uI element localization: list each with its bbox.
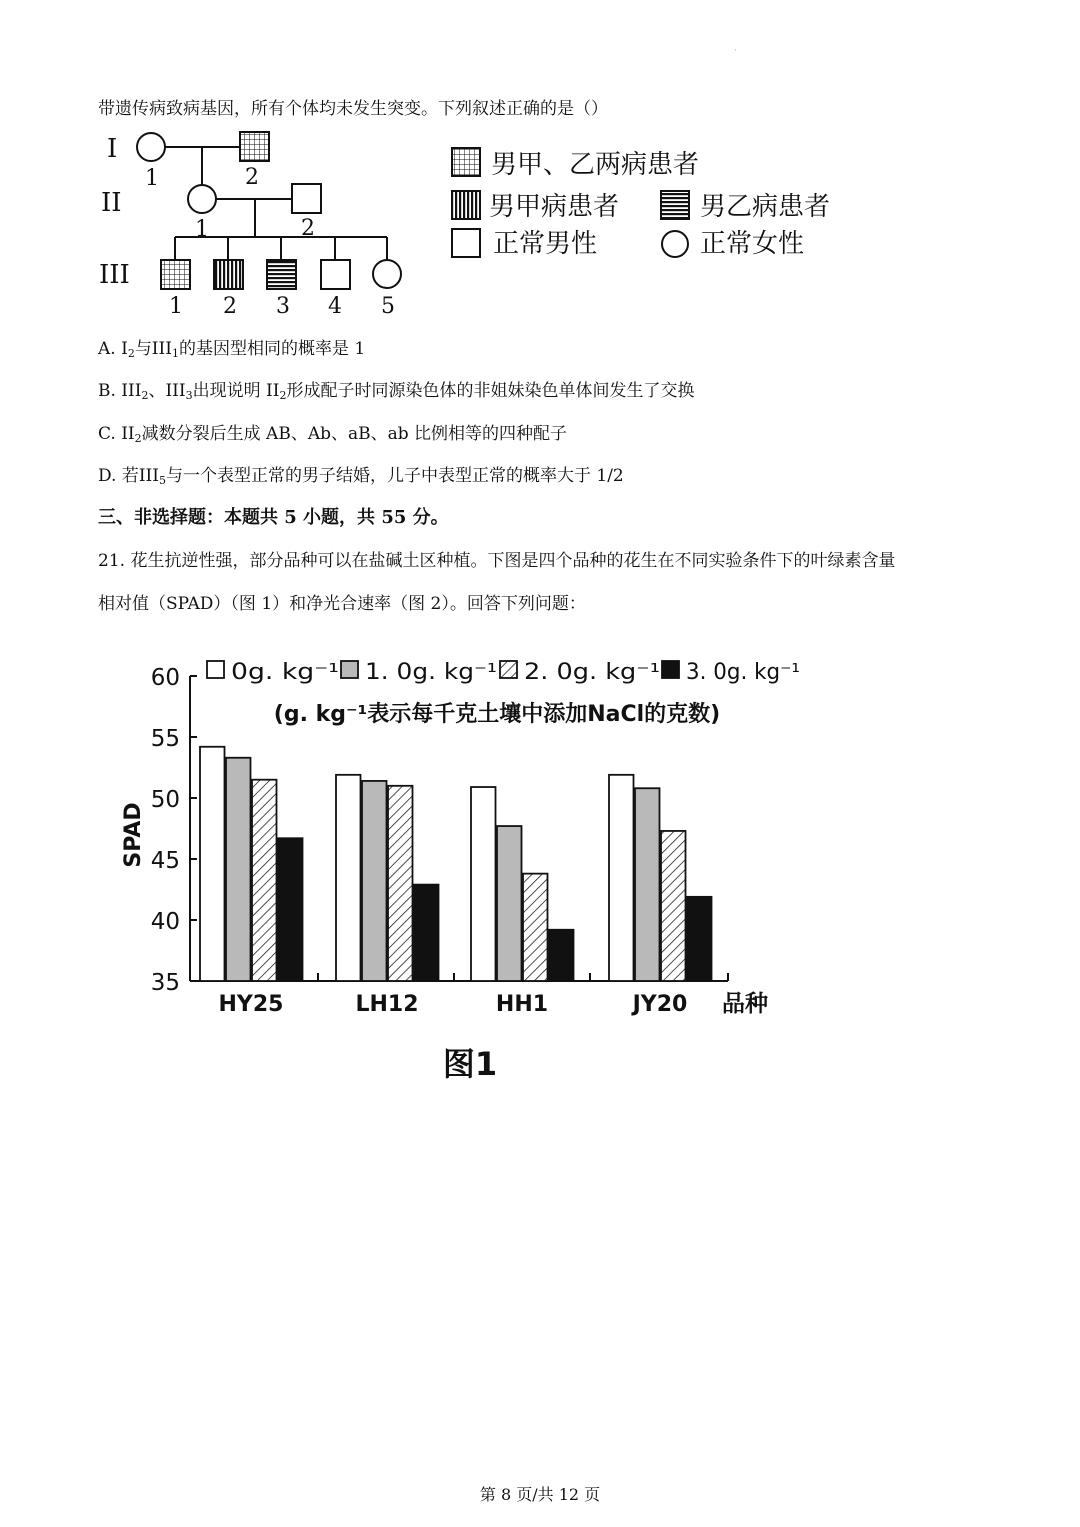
x-tick-label: HH1 — [495, 992, 549, 1017]
option-d: D. 若$III_5$与一个表型正常的男子结婚，儿子中表型正常的概率大于 1/2 — [98, 466, 624, 487]
option-c: C. $II_2$减数分裂后生成 AB、Ab、aB、ab 比例相等的四种配子 — [98, 424, 568, 445]
gen2-female-1 — [188, 185, 216, 213]
bar-HY25-2 — [226, 758, 251, 981]
legend-swatch-3 — [500, 661, 517, 678]
legend-b-symbol — [661, 191, 689, 219]
gen3-male-1 — [161, 260, 190, 289]
bar-HY25-1 — [200, 747, 225, 981]
bar-HH1-4 — [549, 930, 574, 981]
bar-JY20-2 — [635, 788, 660, 981]
svg-text:1: 1 — [145, 166, 159, 191]
question-21-line-1: 21. 花生抗逆性强，部分品种可以在盐碱土区种植。下图是四个品种的花生在不同实验条件下的叶绿素含量 — [98, 551, 896, 571]
y-tick-label: 50 — [150, 787, 180, 813]
bar-HH1-3 — [523, 874, 548, 981]
x-tick-label: LH12 — [355, 992, 419, 1017]
legend-normal-male-label: 正常男性 — [493, 229, 598, 259]
svg-text:2: 2 — [245, 165, 259, 190]
legend-label-4: 3. 0g. kg⁻¹ — [686, 660, 800, 685]
svg-text:2: 2 — [301, 216, 315, 241]
gen3-female-5 — [373, 260, 401, 288]
bar-JY20-3 — [661, 831, 686, 981]
svg-text:5: 5 — [381, 294, 395, 319]
scan-dot: · — [734, 46, 737, 55]
legend-normal-female-symbol — [662, 231, 688, 257]
y-tick-label: 35 — [150, 970, 180, 996]
pedigree-diagram — [95, 125, 865, 325]
gen2-male-2 — [292, 184, 321, 213]
gen-label-3: III — [99, 260, 130, 290]
bar-HY25-3 — [252, 780, 277, 981]
bar-LH12-4 — [414, 885, 439, 981]
legend-swatch-1 — [207, 661, 224, 678]
bar-HH1-2 — [497, 826, 522, 981]
legend-label-1: 0g. kg⁻¹ — [231, 660, 339, 685]
gen3-male-3 — [267, 260, 296, 289]
gen-label-1: I — [107, 134, 118, 164]
legend-a-label: 男甲病患者 — [489, 192, 620, 222]
legend-label-3: 2. 0g. kg⁻¹ — [524, 660, 660, 685]
bar-HY25-4 — [278, 838, 303, 981]
x-tick-label: HY25 — [218, 992, 284, 1017]
bar-JY20-4 — [687, 897, 712, 981]
legend-b-label: 男乙病患者 — [700, 192, 831, 222]
svg-text:2: 2 — [223, 294, 237, 319]
bar-LH12-1 — [336, 775, 361, 981]
gen3-male-2 — [214, 260, 243, 289]
gen3-male-4 — [321, 260, 350, 289]
section-title: 三、非选择题：本题共 5 小题，共 55 分。 — [98, 507, 449, 528]
bar-LH12-2 — [362, 781, 387, 981]
svg-text:3: 3 — [276, 294, 290, 319]
option-a: A. $I_2$与$III_1$的基因型相同的概率是 1 — [98, 339, 366, 360]
chart-subtitle: (g. kg⁻¹表示每千克土壤中添加NaCl的克数) — [273, 702, 721, 727]
chart-title: 图1 — [442, 1045, 498, 1083]
svg-text:1: 1 — [169, 294, 183, 319]
legend-swatch-4 — [662, 661, 679, 678]
bar-HH1-1 — [471, 787, 496, 981]
y-tick-label: 40 — [150, 909, 180, 935]
y-tick-label: 45 — [150, 848, 180, 874]
y-axis-label: SPAD — [121, 802, 146, 868]
legend-normal-male-symbol — [452, 229, 480, 257]
gen1-female-1 — [137, 133, 165, 161]
y-tick-label: 55 — [150, 726, 180, 752]
gen-label-2: II — [101, 188, 122, 218]
legend-both-symbol — [452, 148, 480, 176]
legend-swatch-2 — [341, 661, 358, 678]
y-tick-label: 60 — [150, 665, 180, 691]
bar-JY20-1 — [609, 775, 634, 981]
option-b: B. $III_2$、$III_3$出现说明 $II_2$形成配子时同源染色体的非姐妹染色单体间发生了交换 — [98, 381, 695, 402]
legend-normal-female-label: 正常女性 — [700, 229, 805, 259]
x-tick-label: JY20 — [632, 992, 688, 1017]
legend-a-symbol — [452, 191, 480, 219]
legend-both-label: 男甲、乙两病患者 — [491, 150, 700, 180]
svg-text:4: 4 — [328, 294, 342, 319]
svg-text:1: 1 — [195, 217, 209, 242]
gen1-male-2 — [240, 132, 269, 161]
question-21-line-2: 相对值（SPAD）（图 1）和净光合速率（图 2）。回答下列问题： — [98, 594, 586, 614]
x-axis-label: 品种 — [722, 991, 768, 1017]
bar-LH12-3 — [388, 786, 413, 981]
legend-label-2: 1. 0g. kg⁻¹ — [365, 660, 497, 685]
page-footer: 第 8 页/共 12 页 — [479, 1485, 601, 1504]
intro-line: 带遗传病致病基因，所有个体均未发生突变。下列叙述正确的是（） — [98, 99, 608, 119]
